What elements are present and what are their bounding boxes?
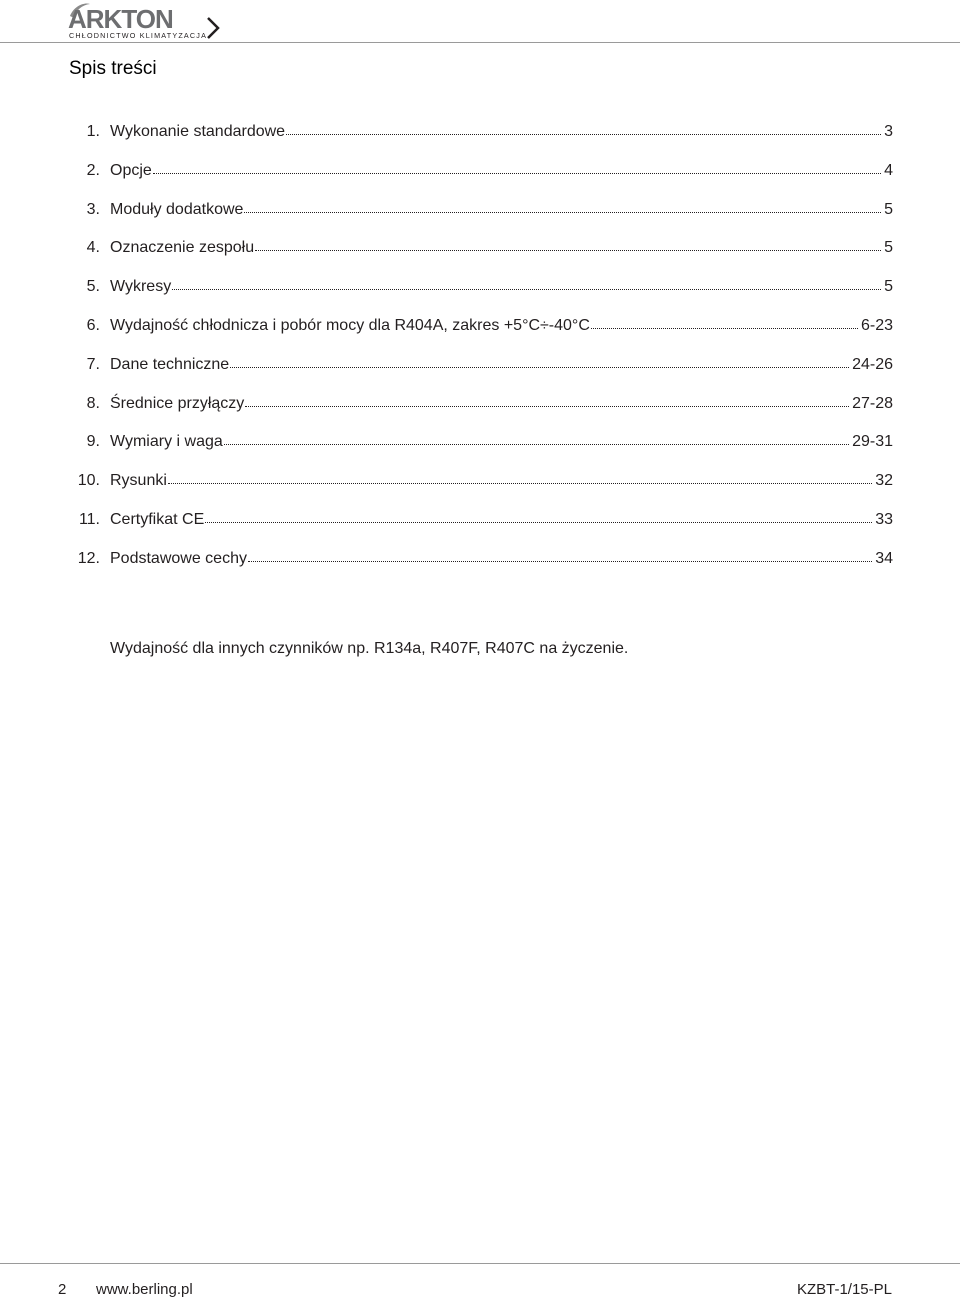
toc-entry-label: Opcje [110,161,152,179]
toc-entry-label: Średnice przyłączy [110,394,245,412]
toc-entry-page: 5 [884,200,893,218]
toc-entry[interactable] [60,356,893,395]
toc-entry-page: 33 [875,510,893,528]
toc-entry-page: 5 [884,239,893,257]
page-header [0,0,960,44]
toc-entry-number: 3. [86,200,100,218]
toc-entry-page: 27-28 [852,394,893,412]
logo-wordmark: ARKTON [68,4,173,34]
toc-dot-leader [153,173,881,174]
toc-entry-page: 32 [875,472,893,490]
toc-entry[interactable] [60,550,893,589]
toc-entry-page: 34 [875,549,893,567]
toc-entry-label: Wykresy [110,278,172,296]
toc-entry-label: Certyfikat CE [110,510,205,528]
toc-entry-number: 4. [86,239,100,257]
toc-entry-page: 24-26 [852,355,893,373]
toc-dot-leader [245,406,849,407]
table-of-contents [60,123,893,589]
footer-page-number: 2 [58,1281,67,1298]
toc-entry[interactable] [60,201,893,240]
toc-entry-page: 5 [884,278,893,296]
toc-entry-label: Dane techniczne [110,355,230,373]
logo-subtitle: CHŁODNICTWO KLIMATYZACJA [69,31,208,40]
footer-website-link[interactable]: www.berling.pl [96,1281,193,1298]
toc-entry-number: 6. [86,316,100,334]
toc-entry[interactable] [60,278,893,317]
footer-document-code: KZBT-1/15-PL [796,1281,892,1298]
toc-entry[interactable] [60,433,893,472]
toc-dot-leader [224,444,849,445]
toc-entry[interactable] [60,511,893,550]
toc-entry[interactable] [60,472,893,511]
toc-dot-leader [591,328,858,329]
toc-title: Spis treści [69,58,157,79]
toc-dot-leader [255,250,881,251]
toc-entry-number: 7. [86,355,100,373]
toc-entry-label: Oznaczenie zespołu [110,239,255,257]
toc-entry-number: 2. [86,161,100,179]
toc-entry-label: Podstawowe cechy [110,549,247,567]
toc-entry[interactable] [60,239,893,278]
toc-dot-leader [205,522,872,523]
toc-dot-leader [286,134,881,135]
toc-dot-leader [244,212,881,213]
toc-entry-page: 4 [884,161,893,179]
toc-entry-label: Wymiary i waga [110,433,223,451]
toc-entry-label: Wykonanie standardowe [110,123,286,140]
refrigerant-note: Wydajność dla innych czynników np. R134a, R407F, R407C na życzenie. [110,640,629,657]
toc-entry-number: 11. [78,510,100,528]
toc-entry-page: 29-31 [852,433,893,451]
toc-entry-number: 9. [86,433,100,451]
toc-entry-number: 5. [86,278,100,296]
header-divider [0,42,960,43]
toc-entry-number: 12. [77,549,100,567]
toc-entry-number: 8. [86,394,100,412]
toc-dot-leader [230,367,849,368]
toc-entry-label: Moduły dodatkowe [110,200,244,218]
toc-entry-page: 3 [884,123,893,140]
toc-entry[interactable] [60,162,893,201]
toc-dot-leader [168,483,872,484]
toc-entry-label: Rysunki [110,472,167,490]
toc-entry[interactable] [60,395,893,434]
toc-entry[interactable] [60,123,893,162]
toc-entry-number: 10. [77,472,100,490]
toc-dot-leader [172,289,881,290]
toc-entry-label: Wydajność chłodnicza i pobór mocy dla R404A, zakres +5°C÷-40°C [110,316,590,334]
toc-entry-page: 6-23 [860,316,893,334]
toc-dot-leader [248,561,872,562]
toc-entry[interactable] [60,317,893,356]
footer-divider [0,1263,960,1264]
toc-entry-number: 1. [86,123,100,140]
arkton-logo [66,2,226,40]
